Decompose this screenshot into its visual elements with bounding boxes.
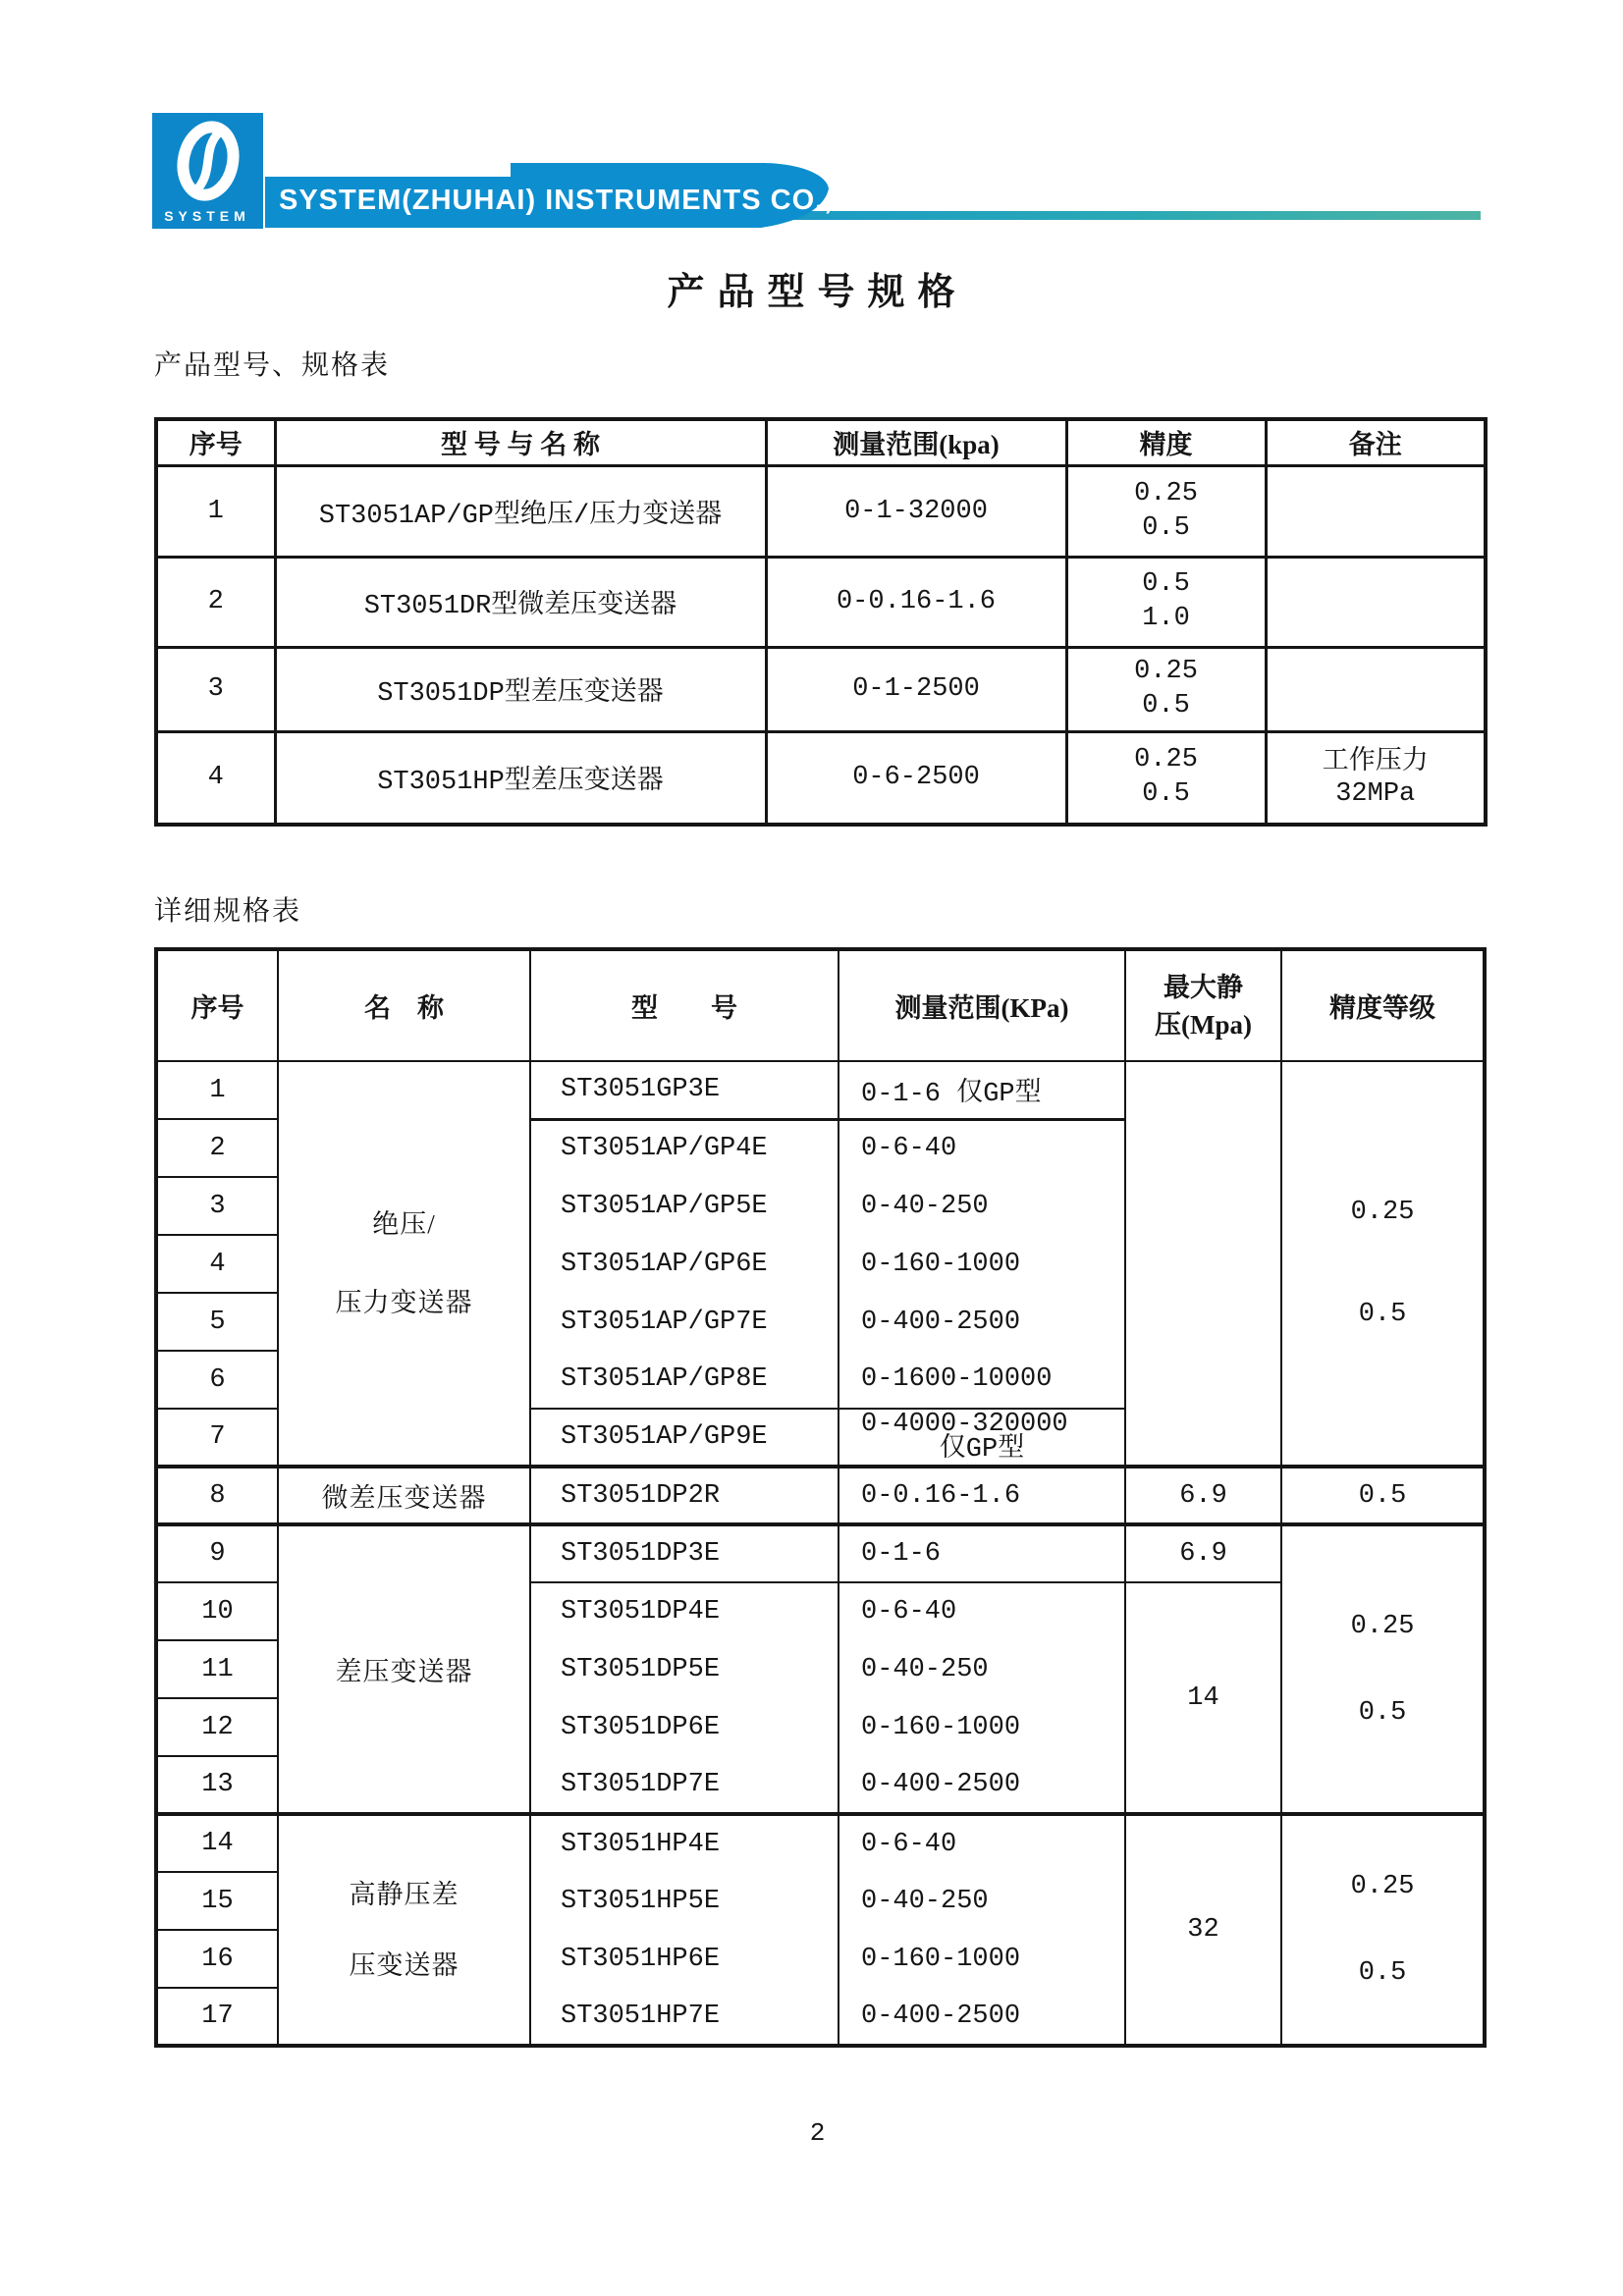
- max-pressure-cell: 6.9: [1125, 1524, 1281, 1582]
- accuracy-cell: 0.5: [1281, 1467, 1485, 1524]
- row-number-cell: 16: [156, 1930, 278, 1988]
- row-number-cell: 1: [156, 465, 275, 557]
- range-cell: 0-400-2500: [839, 1988, 1125, 2046]
- note-cell: [1266, 465, 1486, 557]
- row-number-cell: 2: [156, 1119, 278, 1177]
- range-cell: 0-1-32000: [766, 465, 1066, 557]
- col-header-max-pressure: 最大静 压(Mpa): [1125, 949, 1281, 1061]
- model-cell: ST3051DP3E: [530, 1524, 839, 1582]
- note-cell: [1266, 647, 1486, 731]
- col-header-no: 序号: [156, 949, 278, 1061]
- accuracy-cell: 0.25 0.5: [1066, 465, 1266, 557]
- table1-header-row: [156, 419, 1486, 465]
- range-cell: 0-1-6: [839, 1524, 1125, 1582]
- model-cell: ST3051HP6E: [530, 1930, 839, 1988]
- row-number-cell: 15: [156, 1872, 278, 1930]
- model-cell: ST3051AP/GP9E: [530, 1409, 839, 1467]
- row-number-cell: 10: [156, 1582, 278, 1640]
- col-header-range: 测量范围(KPa): [839, 949, 1125, 1061]
- table-row: [156, 1524, 1485, 1582]
- company-name: SYSTEM(ZHUHAI) INSTRUMENTS CO., LTD.: [279, 185, 907, 216]
- accuracy-cell: 0.25 0.5: [1066, 647, 1266, 731]
- range-cell: 0-6-40: [839, 1119, 1125, 1177]
- table-row: [156, 1814, 1485, 1872]
- model-cell: ST3051AP/GP5E: [530, 1177, 839, 1235]
- row-number-cell: 4: [156, 731, 275, 825]
- table-row: [156, 731, 1486, 825]
- table-row: [156, 557, 1486, 647]
- table-row: [156, 1467, 1485, 1524]
- row-number-cell: 8: [156, 1467, 278, 1524]
- range-cell: 0-40-250: [839, 1640, 1125, 1698]
- model-cell: ST3051DP5E: [530, 1640, 839, 1698]
- model-cell: ST3051DP2R: [530, 1467, 839, 1524]
- range-cell: 0-400-2500: [839, 1293, 1125, 1351]
- model-cell: ST3051AP/GP4E: [530, 1119, 839, 1177]
- row-number-cell: 6: [156, 1351, 278, 1409]
- row-number-cell: 17: [156, 1988, 278, 2046]
- accuracy-cell: 0.25 0.5: [1066, 731, 1266, 825]
- row-number-cell: 3: [156, 1177, 278, 1235]
- table2-header-row: [156, 949, 1485, 1061]
- row-number-cell: 13: [156, 1756, 278, 1814]
- row-number-cell: 5: [156, 1293, 278, 1351]
- col-header-note: 备注: [1266, 419, 1486, 465]
- row-number-cell: 4: [156, 1235, 278, 1293]
- row-number-cell: 3: [156, 647, 275, 731]
- model-name-cell: ST3051HP型差压变送器: [275, 731, 766, 825]
- table-row: [156, 465, 1486, 557]
- range-cell: 0-6-40: [839, 1582, 1125, 1640]
- col-header-name: 名 称: [278, 949, 530, 1061]
- model-cell: ST3051DP4E: [530, 1582, 839, 1640]
- range-cell: 0-40-250: [839, 1177, 1125, 1235]
- model-cell: ST3051HP7E: [530, 1988, 839, 2046]
- max-pressure-cell: 32: [1125, 1814, 1281, 2046]
- row-number-cell: 7: [156, 1409, 278, 1467]
- max-pressure-cell: 14: [1125, 1582, 1281, 1814]
- accuracy-cell: 0.25 0.5: [1281, 1061, 1485, 1467]
- range-cell: 0-1600-10000: [839, 1351, 1125, 1409]
- model-cell: ST3051AP/GP8E: [530, 1351, 839, 1409]
- col-header-model-name: 型 号 与 名 称: [275, 419, 766, 465]
- model-cell: ST3051DP7E: [530, 1756, 839, 1814]
- col-header-no: 序号: [156, 419, 275, 465]
- model-spec-table: [154, 417, 1488, 827]
- accuracy-cell: 0.25 0.5: [1281, 1524, 1485, 1814]
- row-number-cell: 11: [156, 1640, 278, 1698]
- note-cell: 工作压力 32MPa: [1266, 731, 1486, 825]
- range-cell: 0-40-250: [839, 1872, 1125, 1930]
- accuracy-cell: 0.5 1.0: [1066, 557, 1266, 647]
- max-pressure-cell: 6.9: [1125, 1467, 1281, 1524]
- group-name-cell: 微差压变送器: [278, 1467, 530, 1524]
- model-cell: ST3051HP4E: [530, 1814, 839, 1872]
- accuracy-cell: 0.25 0.5: [1281, 1814, 1485, 2046]
- company-logo-icon: [152, 113, 263, 229]
- page-number: 2: [809, 2118, 826, 2148]
- col-header-range: 测量范围(kpa): [766, 419, 1066, 465]
- range-cell: 0-160-1000: [839, 1235, 1125, 1293]
- detail-spec-table: [154, 947, 1487, 2048]
- model-name-cell: ST3051DR型微差压变送器: [275, 557, 766, 647]
- model-cell: ST3051DP6E: [530, 1698, 839, 1756]
- group-name-cell: 绝压/ 压力变送器: [278, 1061, 530, 1467]
- row-number-cell: 2: [156, 557, 275, 647]
- max-pressure-cell: [1125, 1061, 1281, 1467]
- group-name-cell: 高静压差 压变送器: [278, 1814, 530, 2046]
- col-header-model: 型 号: [530, 949, 839, 1061]
- range-cell: 0-1-6 仅GP型: [839, 1061, 1125, 1119]
- row-number-cell: 9: [156, 1524, 278, 1582]
- group-name-cell: 差压变送器: [278, 1524, 530, 1814]
- model-cell: ST3051AP/GP6E: [530, 1235, 839, 1293]
- range-cell: 0-160-1000: [839, 1698, 1125, 1756]
- col-header-accuracy: 精度等级: [1281, 949, 1485, 1061]
- model-cell: ST3051AP/GP7E: [530, 1293, 839, 1351]
- range-cell: 0-0.16-1.6: [839, 1467, 1125, 1524]
- range-cell: 0-6-40: [839, 1814, 1125, 1872]
- range-cell: 0-400-2500: [839, 1756, 1125, 1814]
- range-cell: 0-1-2500: [766, 647, 1066, 731]
- col-header-accuracy: 精度: [1066, 419, 1266, 465]
- range-cell: 0-6-2500: [766, 731, 1066, 825]
- row-number-cell: 1: [156, 1061, 278, 1119]
- row-number-cell: 12: [156, 1698, 278, 1756]
- logo-wordmark: SYSTEM: [164, 208, 250, 224]
- company-banner: [265, 163, 907, 228]
- section1-label: 产品型号、规格表: [154, 350, 391, 381]
- range-cell: 0-160-1000: [839, 1930, 1125, 1988]
- model-name-cell: ST3051AP/GP型绝压/压力变送器: [275, 465, 766, 557]
- range-cell: 0-4000-320000 仅GP型: [839, 1409, 1125, 1467]
- model-cell: ST3051HP5E: [530, 1872, 839, 1930]
- table-row: [156, 647, 1486, 731]
- table-row: [156, 1061, 1485, 1119]
- note-cell: [1266, 557, 1486, 647]
- page-title: 产品型号规格: [667, 272, 968, 313]
- model-name-cell: ST3051DP型差压变送器: [275, 647, 766, 731]
- range-cell: 0-0.16-1.6: [766, 557, 1066, 647]
- model-cell: ST3051GP3E: [530, 1061, 839, 1119]
- section2-label: 详细规格表: [154, 896, 302, 927]
- row-number-cell: 14: [156, 1814, 278, 1872]
